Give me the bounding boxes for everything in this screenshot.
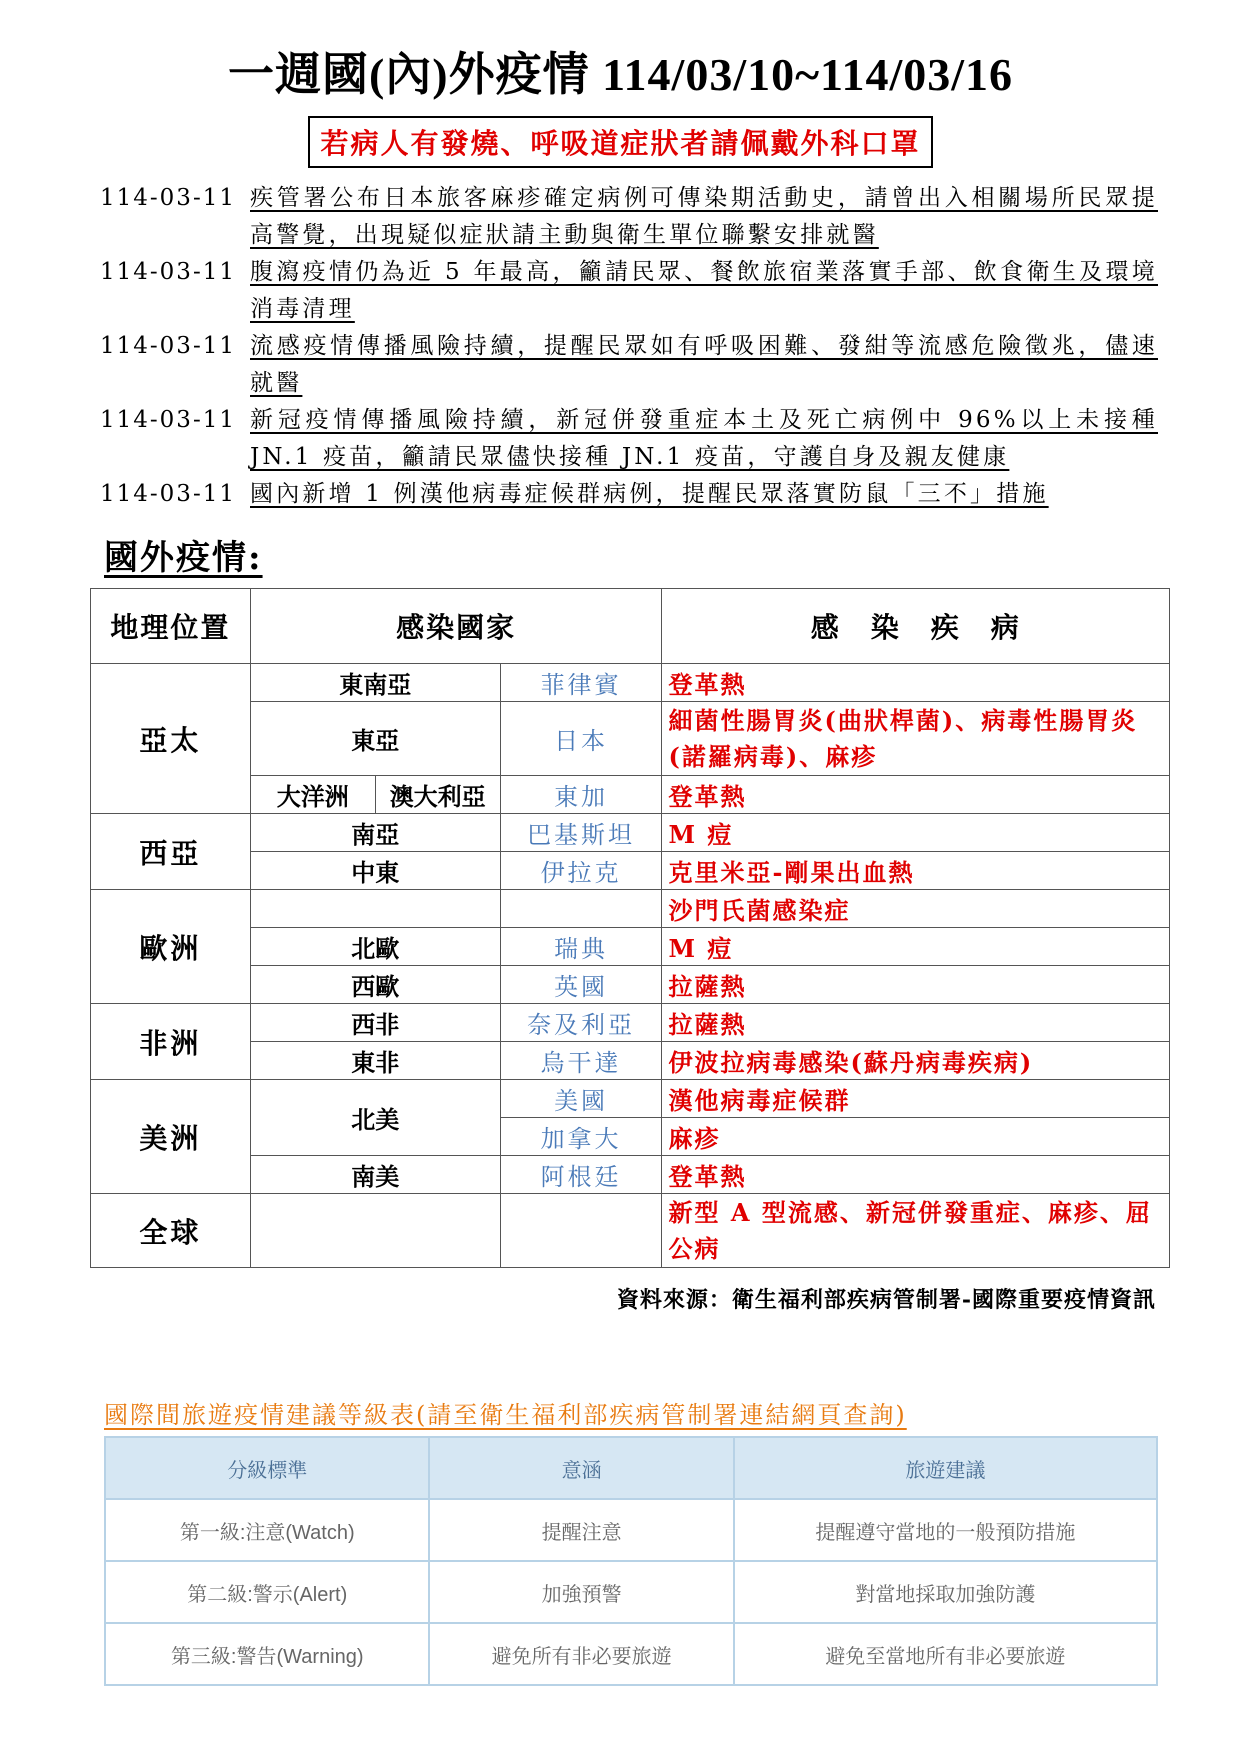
country-cell <box>500 890 662 928</box>
table-row <box>91 1080 1170 1118</box>
travel-advice: 提醒遵守當地的一般預防措施 <box>734 1499 1157 1561</box>
country-cell: 烏干達 <box>500 1042 662 1080</box>
section-title: 國外疫情: <box>104 538 263 578</box>
travel-header: 旅遊建議 <box>734 1437 1157 1499</box>
country-cell: 英國 <box>500 966 662 1004</box>
disease-cell: 拉薩熱 <box>662 1004 1170 1042</box>
news-list <box>100 180 1180 513</box>
travel-meaning: 避免所有非必要旅遊 <box>429 1623 733 1685</box>
table-row <box>91 814 1170 852</box>
table-row <box>91 1004 1170 1042</box>
news-date: 114-03-11 <box>100 333 236 359</box>
table-row <box>91 664 1170 702</box>
travel-level: 第二級:警示(Alert) <box>105 1561 429 1623</box>
disease-cell: 登革熱 <box>662 776 1170 814</box>
travel-advice: 對當地採取加強防護 <box>734 1561 1157 1623</box>
region-cell: 歐洲 <box>91 890 251 1004</box>
subregion-cell: 西非 <box>250 1004 500 1042</box>
news-date: 114-03-11 <box>100 259 236 285</box>
travel-level: 第一級:注意(Watch) <box>105 1499 429 1561</box>
news-date: 114-03-11 <box>100 185 236 211</box>
disease-cell: 漢他病毒症候群 <box>662 1080 1170 1118</box>
travel-header: 意涵 <box>429 1437 733 1499</box>
disease-cell: 細菌性腸胃炎(曲狀桿菌)、病毒性腸胃炎(諾羅病毒)、麻疹 <box>662 702 1170 776</box>
disease-cell: 伊波拉病毒感染(蘇丹病毒疾病) <box>662 1042 1170 1080</box>
table-row <box>105 1561 1157 1623</box>
country-cell: 伊拉克 <box>500 852 662 890</box>
page-title: 一週國(內)外疫情 114/03/10~114/03/16 <box>227 49 1014 100</box>
table-row <box>91 890 1170 928</box>
subregion-cell: 東南亞 <box>250 664 500 702</box>
news-date: 114-03-11 <box>100 481 236 507</box>
news-text: 疾管署公布日本旅客麻疹確定病例可傳染期活動史，請曾出入相關場所民眾提高警覺，出現疑似症狀請主動與衛生單位聯繫安排就醫 <box>250 185 1158 248</box>
news-item <box>100 402 1180 476</box>
subregion-cell: 東非 <box>250 1042 500 1080</box>
travel-level-table <box>104 1436 1158 1686</box>
country-cell <box>500 1194 662 1268</box>
region-cell: 西亞 <box>91 814 251 890</box>
travel-level: 第三級:警告(Warning) <box>105 1623 429 1685</box>
table-row <box>91 1194 1170 1268</box>
header-country: 感染國家 <box>250 589 662 664</box>
news-text: 國內新增 1 例漢他病毒症候群病例，提醒民眾落實防鼠「三不」措施 <box>250 481 1049 507</box>
subregion-cell: 南亞 <box>250 814 500 852</box>
country-cell: 阿根廷 <box>500 1156 662 1194</box>
subregion-cell: 北歐 <box>250 928 500 966</box>
disease-cell: M 痘 <box>662 814 1170 852</box>
table-row <box>91 776 1170 814</box>
travel-advice: 避免至當地所有非必要旅遊 <box>734 1623 1157 1685</box>
table-row <box>91 852 1170 890</box>
country-cell: 加拿大 <box>500 1118 662 1156</box>
news-item <box>100 254 1180 328</box>
table-row <box>91 1156 1170 1194</box>
table-row <box>91 966 1170 1004</box>
disease-cell: 登革熱 <box>662 664 1170 702</box>
disease-cell: 麻疹 <box>662 1118 1170 1156</box>
country-cell: 美國 <box>500 1080 662 1118</box>
travel-meaning: 加強預警 <box>429 1561 733 1623</box>
region-cell: 非洲 <box>91 1004 251 1080</box>
travel-header-row <box>105 1437 1157 1499</box>
disease-cell: M 痘 <box>662 928 1170 966</box>
subregion-cell: 西歐 <box>250 966 500 1004</box>
region-cell: 全球 <box>91 1194 251 1268</box>
subregion-cell: 東亞 <box>250 702 500 776</box>
country-cell: 瑞典 <box>500 928 662 966</box>
news-item <box>100 476 1180 513</box>
disease-cell: 拉薩熱 <box>662 966 1170 1004</box>
disease-cell: 登革熱 <box>662 1156 1170 1194</box>
table-header-row <box>91 589 1170 664</box>
header-disease: 感 染 疾 病 <box>662 589 1170 664</box>
table-row <box>91 928 1170 966</box>
news-text: 新冠疫情傳播風險持續，新冠併發重症本土及死亡病例中 96%以上未接種 JN.1 疫苗，籲請民眾儘快接種 JN.1 疫苗，守護自身及親友健康 <box>250 407 1158 470</box>
subregion-cell <box>250 890 500 928</box>
subregion-cell: 南美 <box>250 1156 500 1194</box>
table-row <box>105 1623 1157 1685</box>
news-text: 腹瀉疫情仍為近 5 年最高，籲請民眾、餐飲旅宿業落實手部、飲食衛生及環境消毒清理 <box>250 259 1158 322</box>
subregion-cell: 中東 <box>250 852 500 890</box>
table-row <box>105 1499 1157 1561</box>
outbreak-table <box>90 588 1170 1268</box>
table-row <box>91 702 1170 776</box>
subregion-cell: 澳大利亞 <box>375 776 500 814</box>
table-row <box>91 1042 1170 1080</box>
subregion-cell <box>250 1194 500 1268</box>
country-cell: 奈及利亞 <box>500 1004 662 1042</box>
news-item <box>100 328 1180 402</box>
news-item <box>100 180 1180 254</box>
disease-cell: 克里米亞-剛果出血熱 <box>662 852 1170 890</box>
region-cell: 亞太 <box>91 664 251 814</box>
subregion-cell: 北美 <box>250 1080 500 1156</box>
header-geo: 地理位置 <box>91 589 251 664</box>
travel-header: 分級標準 <box>105 1437 429 1499</box>
mask-notice: 若病人有發燒、呼吸道症狀者請佩戴外科口罩 <box>308 116 932 168</box>
news-text: 流感疫情傳播風險持續，提醒民眾如有呼吸困難、發紺等流感危險徵兆，儘速就醫 <box>250 333 1158 396</box>
data-source: 資料來源：衛生福利部疾病管制署-國際重要疫情資訊 <box>616 1287 1156 1313</box>
travel-table-title: 國際間旅遊疫情建議等級表(請至衛生福利部疾病管制署連結網頁查詢) <box>104 1401 907 1429</box>
disease-cell: 沙門氏菌感染症 <box>662 890 1170 928</box>
disease-cell: 新型 A 型流感、新冠併發重症、麻疹、屈公病 <box>662 1194 1170 1268</box>
country-cell: 菲律賓 <box>500 664 662 702</box>
country-cell: 東加 <box>500 776 662 814</box>
travel-meaning: 提醒注意 <box>429 1499 733 1561</box>
region-cell: 美洲 <box>91 1080 251 1194</box>
news-date: 114-03-11 <box>100 407 236 433</box>
country-cell: 日本 <box>500 702 662 776</box>
country-cell: 巴基斯坦 <box>500 814 662 852</box>
subregion-cell: 大洋洲 <box>250 776 375 814</box>
